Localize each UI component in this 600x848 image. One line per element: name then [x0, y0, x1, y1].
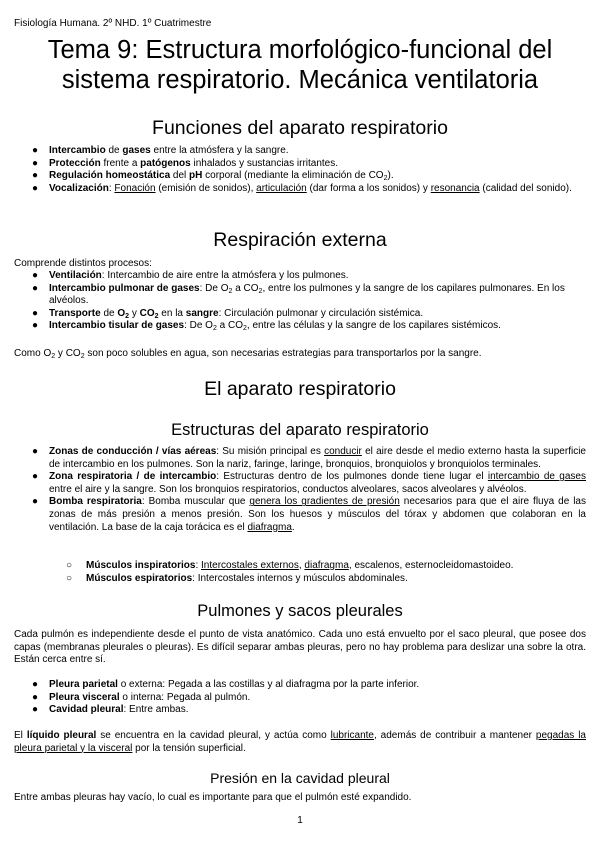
paragraph-liquido-pleural: El líquido pleural se encuentra en la cavidad pleural, y actúa como lubricante, además de contribuir a mantener pegadas la pleura parietal y la visceral por la tensión superficial.: [14, 730, 586, 754]
list-musculos: [64, 560, 584, 585]
page-title: Tema 9: Estructura morfológico-funcional del sistema respiratorio. Mecánica ventilatoria: [47, 36, 553, 94]
list-item: ● Intercambio tisular de gases: De $O_2$ a $CO_2$, entre las células y la sangre de los capilares sistémicos.: [32, 320, 501, 333]
solubility-note: Como $O_2$ y $CO_2$ son poco solubles en agua, son necesarias estrategias para transportarlos por la sangre.: [14, 348, 482, 360]
heading-funciones: Funciones del aparato respiratorio: [152, 117, 448, 139]
list-item: ● Transporte de $O_2$ y $CO_2$ en la sangre: Circulación pulmonar y circulación sistémica.: [32, 307, 424, 320]
list-item: ○ Músculos espiratorios: Intercostales internos y músculos abdominales.: [66, 572, 408, 584]
document-header: Fisiología Humana. 2º NHD. 1º Cuatrimestre: [14, 18, 212, 29]
paragraph-pulmones: Cada pulmón es independiente desde el punto de vista anatómico. Cada uno está envuelto por el saco pleural, que posee dos capas (membranas pleurales o pleuras). Es difícil separar ambas pleuras, pero no hay problema para deslizar una sobre la otra. Están cerca entre sí.: [14, 629, 586, 666]
heading-respiracion-externa: Respiración externa: [213, 229, 387, 251]
list-procesos: [30, 270, 586, 333]
subheading-estructuras: Estructuras del aparato respiratorio: [171, 421, 429, 439]
paragraph-presion: Entre ambas pleuras hay vacío, lo cual es importante para que el pulmón esté expandido.: [14, 792, 412, 803]
list-item: ● Regulación homeostática del pH corporal (mediante la eliminación de $CO_2$).: [32, 170, 394, 183]
list-item: ● Ventilación: Intercambio de aire entre la atmósfera y los pulmones.: [32, 270, 349, 281]
list-item: ● Zonas de conducción / vías aéreas: Su misión principal es conducir el aire desde el medio externo hasta la superficie de intercambio en los pulmones. Son la nariz, faringe, laringe, bronquios, bronquiolos y bronquiolos terminales.: [32, 446, 586, 470]
list-funciones: [30, 145, 586, 195]
list-item: ● Pleura parietal o externa: Pegada a las costillas y al diafragma por la parte inferior.: [32, 679, 420, 690]
list-item: ● Protección frente a patógenos inhalados y sustancias irritantes.: [32, 157, 339, 169]
list-item: ● Cavidad pleural: Entre ambas.: [32, 704, 189, 716]
page-number: 1: [297, 815, 303, 826]
subheading-presion: Presión en la cavidad pleural: [210, 770, 390, 786]
list-estructuras: [30, 446, 586, 534]
subheading-pulmones: Pulmones y sacos pleurales: [197, 602, 403, 620]
list-item: ● Intercambio pulmonar de gases: De $O_2$ a $CO_2$, entre los pulmones y la sangre de los capilares pulmonares. En los alvéolos.: [32, 282, 565, 307]
list-item: ● Zona respiratoria / de intercambio: Estructuras dentro de los pulmones donde tiene lugar el intercambio de gases entre el aire y la sangre. Son los bronquios respiratorios, conductos alveolares, sacos alveolares y alvéolos.: [32, 471, 586, 495]
list-item: ● Bomba respiratoria: Bomba muscular que genera los gradientes de presión necesarios para que el aire fluya de las zonas de más presión a menos presión. Son los huesos y músculos del tórax y abdomen que colaboran en la ventilación. La base de la caja torácica es el diafragma.: [32, 496, 586, 533]
heading-aparato-respiratorio: El aparato respiratorio: [204, 378, 396, 400]
intro-text: Comprende distintos procesos:: [14, 258, 152, 269]
list-item: ● Intercambio de gases entre la atmósfera y la sangre.: [32, 145, 289, 156]
list-pleuras: [30, 679, 586, 717]
list-item: ● Pleura visceral o interna: Pegada al pulmón.: [32, 691, 251, 703]
list-item: ○ Músculos inspiratorios: Intercostales externos, diafragma, escalenos, esternocleidomastoideo.: [66, 560, 514, 571]
list-item: ● Vocalización: Fonación (emisión de sonidos), articulación (dar forma a los sonidos) y resonancia (calidad del sonido).: [32, 182, 572, 194]
